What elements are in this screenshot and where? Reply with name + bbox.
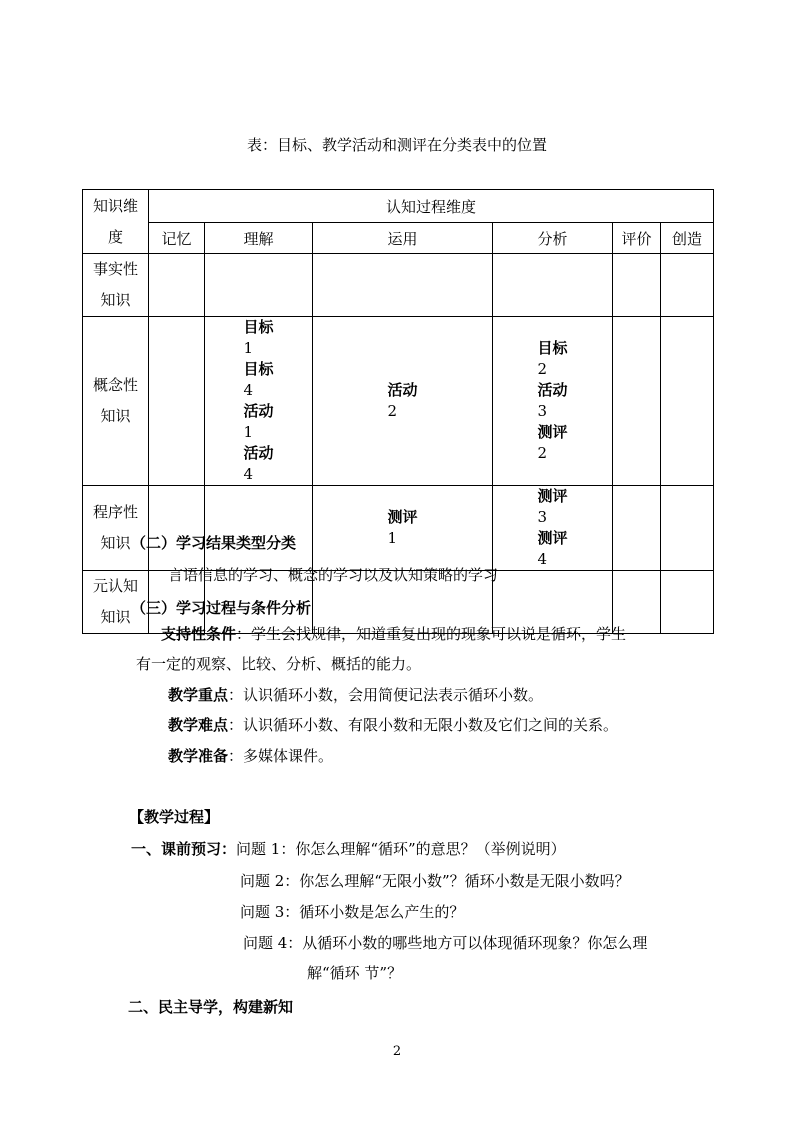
table-row-conceptual — [83, 317, 714, 486]
section-heading-guided-learning: 二、民主导学，构建新知 — [128, 998, 294, 1016]
cell — [613, 486, 661, 571]
section-heading-process-conditions: （三）学习过程与条件分析 — [131, 599, 312, 617]
col-header-evaluate: 评价 — [613, 223, 661, 254]
support-conditions-paragraph: 支持性条件：学生会找规律，知道重复出现的现象可以说是循环，学生 — [161, 625, 627, 643]
cell — [149, 254, 205, 317]
row-label-factual: 事实性 知识 — [83, 254, 149, 317]
cell — [661, 317, 714, 486]
preview-label: 一、课前预习： — [131, 840, 237, 858]
learning-outcomes-text: 言语信息的学习、概念的学习以及认知策略的学习 — [168, 566, 499, 584]
knowledge-dimension-header: 知识维 度 — [83, 190, 149, 254]
support-conditions-label: 支持性条件 — [161, 625, 237, 643]
cognitive-process-header: 认知过程维度 — [149, 190, 714, 223]
preview-question-4-cont: 解“循环 节”？ — [307, 964, 403, 982]
cell — [149, 486, 205, 571]
cell — [205, 254, 313, 317]
column-header-row — [83, 223, 714, 254]
preparation-paragraph: 教学准备：多媒体课件。 — [168, 747, 334, 765]
preview-question-1: 一、课前预习：问题 1：你怎么理解“循环”的意思？（举例说明） — [131, 840, 566, 858]
row-label-conceptual: 概念性 知识 — [83, 317, 149, 486]
cell-conceptual-understand: 目标 1 目标 4 活动 1 活动 4 — [205, 317, 313, 486]
col-header-understand: 理解 — [205, 223, 313, 254]
preview-question-4: 问题 4：从循环小数的哪些地方可以体现循环现象？你怎么理 — [243, 934, 648, 952]
cell-procedural-apply: 测评 1 — [313, 486, 493, 571]
difficulties-label: 教学难点 — [168, 716, 229, 734]
cell — [661, 254, 714, 317]
page-number: 2 — [392, 1044, 402, 1059]
preview-question-3: 问题 3：循环小数是怎么产生的？ — [240, 903, 465, 921]
table-row-procedural — [83, 486, 714, 571]
cell-procedural-analyze: 测评 3 测评 4 — [493, 486, 613, 571]
teaching-process-heading: 【教学过程】 — [129, 808, 220, 826]
support-conditions-paragraph-cont: 有一定的观察、比较、分析、概括的能力。 — [136, 655, 422, 673]
cell — [661, 571, 714, 634]
cell — [613, 254, 661, 317]
preview-question-2: 问题 2：你怎么理解“无限小数”？循环小数是无限小数吗？ — [240, 872, 630, 890]
cell-conceptual-apply: 活动 2 — [313, 317, 493, 486]
cell — [493, 254, 613, 317]
col-header-remember: 记忆 — [149, 223, 205, 254]
table-row-factual — [83, 254, 714, 317]
difficulties-paragraph: 教学难点：认识循环小数、有限小数和无限小数及它们之间的关系。 — [168, 716, 619, 734]
table-caption: 表：目标、教学活动和测评在分类表中的位置 — [246, 136, 547, 154]
col-header-apply: 运用 — [313, 223, 493, 254]
row-label-metacognitive: 元认知 知识 — [83, 571, 149, 634]
key-points-paragraph: 教学重点：认识循环小数，会用简便记法表示循环小数。 — [168, 686, 544, 704]
section-heading-learning-outcomes: （二）学习结果类型分类 — [131, 534, 297, 552]
col-header-create: 创造 — [661, 223, 714, 254]
cell — [661, 486, 714, 571]
preparation-label: 教学准备 — [168, 747, 229, 765]
cell — [313, 254, 493, 317]
cell-conceptual-analyze: 目标 2 活动 3 测评 2 — [493, 317, 613, 486]
key-points-label: 教学重点 — [168, 686, 229, 704]
cell — [149, 317, 205, 486]
row-label-procedural: 程序性 知识 — [83, 486, 149, 571]
col-header-analyze: 分析 — [493, 223, 613, 254]
cell — [613, 317, 661, 486]
cell — [205, 486, 313, 571]
